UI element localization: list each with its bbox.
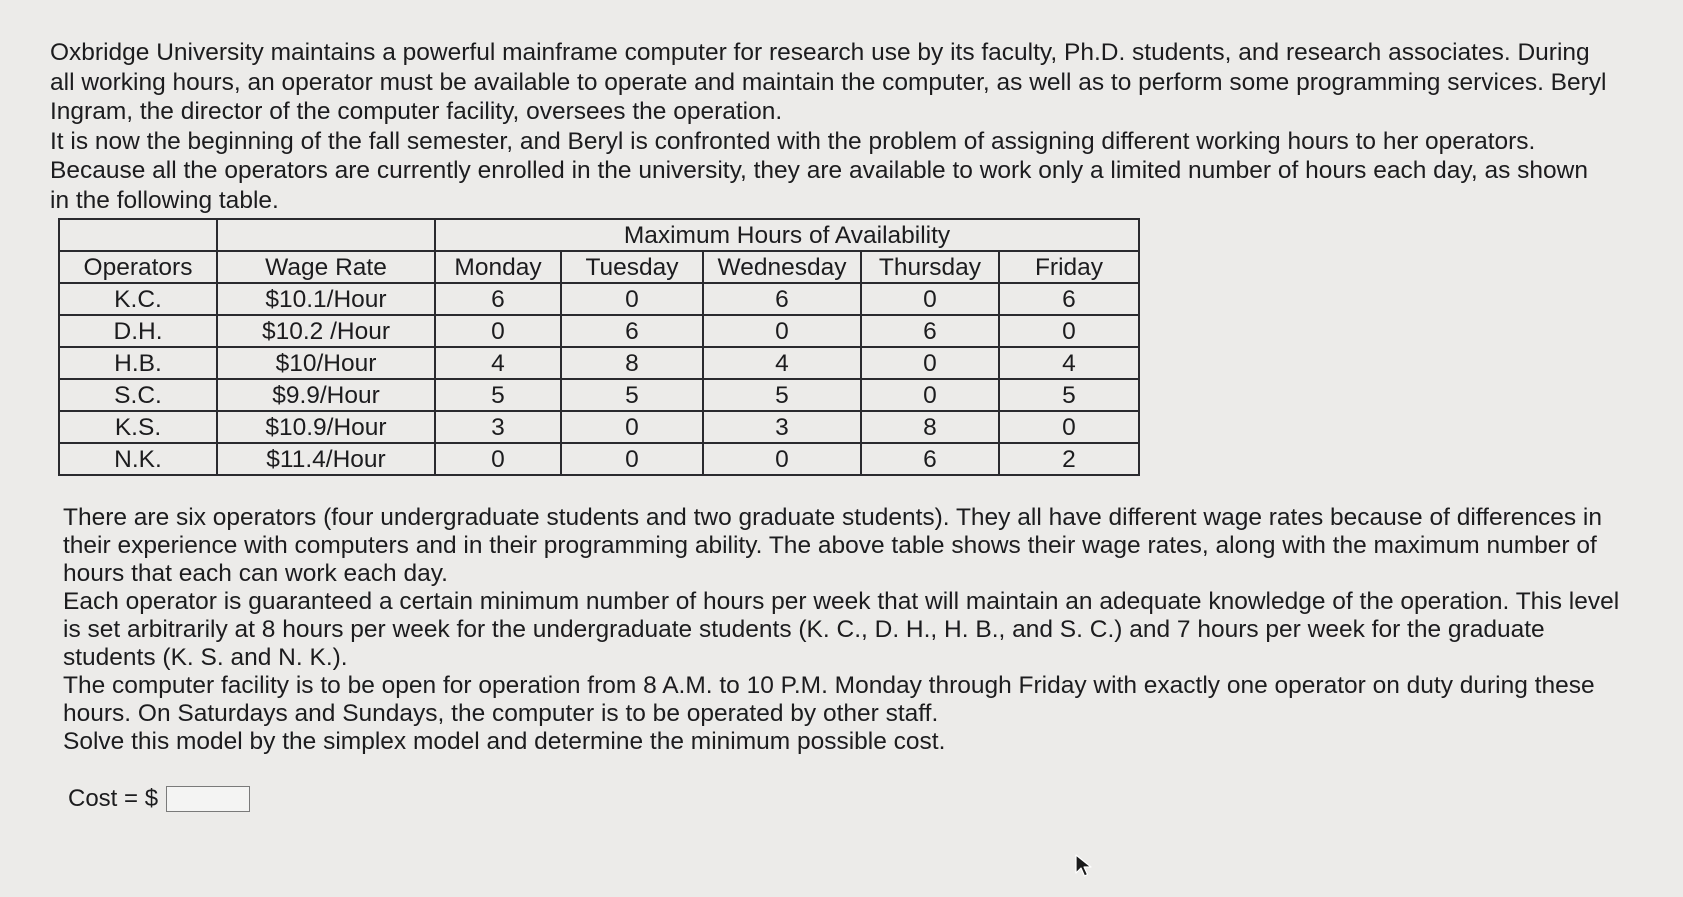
table-cell: 8 (861, 411, 999, 443)
problem-body (63, 504, 1623, 756)
table-cell: $10.1/Hour (217, 283, 435, 315)
table-row (59, 283, 1139, 315)
table-cell: 6 (435, 283, 561, 315)
table-cell: 0 (435, 315, 561, 347)
table-cell: K.C. (59, 283, 217, 315)
column-header: Operators (59, 251, 217, 283)
column-header: Monday (435, 251, 561, 283)
table-cell: 5 (435, 379, 561, 411)
table-cell: 5 (561, 379, 703, 411)
table-cell: 0 (561, 411, 703, 443)
table-cell: $10.9/Hour (217, 411, 435, 443)
table-cell: 0 (703, 443, 861, 475)
table-cell: 5 (703, 379, 861, 411)
table-cell: 3 (435, 411, 561, 443)
table-row (59, 411, 1139, 443)
table-cell: 6 (999, 283, 1139, 315)
table-row (59, 315, 1139, 347)
table-cell: S.C. (59, 379, 217, 411)
table-cell: 3 (703, 411, 861, 443)
body-paragraph-1: There are six operators (four undergraduate students and two graduate students). They all have different wage rates because of differences in their experience with computers and in their programming ability. The above table shows their wage rates, along with the maximum number of hours that each can work each day. (63, 504, 1602, 587)
column-header: Wage Rate (217, 251, 435, 283)
table-cell: 0 (561, 283, 703, 315)
body-paragraph-4: Solve this model by the simplex model and determine the minimum possible cost. (63, 728, 946, 755)
table-cell: 0 (435, 443, 561, 475)
table-cell: H.B. (59, 347, 217, 379)
column-header: Thursday (861, 251, 999, 283)
table-row (59, 443, 1139, 475)
table-cell: 0 (999, 411, 1139, 443)
cost-answer-row (68, 785, 250, 813)
cost-label: Cost = $ (68, 785, 159, 812)
cost-input[interactable] (166, 786, 250, 812)
table-cell: $10.2 /Hour (217, 315, 435, 347)
table-cell: 0 (703, 315, 861, 347)
table-cell: 0 (999, 315, 1139, 347)
table-cell: 8 (561, 347, 703, 379)
table-cell: 5 (999, 379, 1139, 411)
table-header-blank (217, 219, 435, 251)
body-paragraph-3: The computer facility is to be open for operation from 8 A.M. to 10 P.M. Monday through Friday with exactly one operator on duty during these hours. On Saturdays and Sundays, the computer is to be operated by other staff. (63, 672, 1595, 727)
intro-paragraph-1: Oxbridge University maintains a powerful mainframe computer for research use by its faculty, Ph.D. students, and research associates. During all working hours, an operator must be available to operate and maintain the computer, as well as to perform some programming services. Beryl Ingram, the director of the computer facility, oversees the operation. (50, 39, 1607, 125)
table-row (59, 347, 1139, 379)
table-cell: K.S. (59, 411, 217, 443)
table-cell: $10/Hour (217, 347, 435, 379)
table-cell: 4 (703, 347, 861, 379)
intro-paragraph-2: It is now the beginning of the fall semester, and Beryl is confronted with the problem of assigning different working hours to her operators. Because all the operators are currently enrolled in the university, they are available to work only a limited number of hours each day, as shown in the following table. (50, 127, 1588, 214)
table-group-header: Maximum Hours of Availability (435, 219, 1139, 251)
table-header-row (59, 251, 1139, 283)
availability-table (58, 218, 1140, 476)
table-cell: $9.9/Hour (217, 379, 435, 411)
column-header: Friday (999, 251, 1139, 283)
table-cell: 2 (999, 443, 1139, 475)
table-cell: N.K. (59, 443, 217, 475)
column-header: Tuesday (561, 251, 703, 283)
table-cell: 0 (861, 347, 999, 379)
table-cell: $11.4/Hour (217, 443, 435, 475)
table-row (59, 379, 1139, 411)
body-paragraph-2: Each operator is guaranteed a certain minimum number of hours per week that will maintain an adequate knowledge of the operation. This level is set arbitrarily at 8 hours per week for the undergraduate students (K. C., D. H., H. B., and S. C.) and 7 hours per week for the graduate students (K. S. and N. K.). (63, 588, 1620, 671)
table-cell: 6 (861, 443, 999, 475)
table-cell: 6 (703, 283, 861, 315)
table-cell: 0 (561, 443, 703, 475)
table-group-header-row (59, 219, 1139, 251)
column-header: Wednesday (703, 251, 861, 283)
problem-intro (50, 38, 1610, 215)
table-cell: 0 (861, 379, 999, 411)
mouse-pointer-icon (1074, 853, 1096, 879)
table-cell: 4 (435, 347, 561, 379)
table-cell: 6 (561, 315, 703, 347)
table-header-blank (59, 219, 217, 251)
table-cell: 4 (999, 347, 1139, 379)
table-cell: 0 (861, 283, 999, 315)
table-cell: 6 (861, 315, 999, 347)
table-cell: D.H. (59, 315, 217, 347)
